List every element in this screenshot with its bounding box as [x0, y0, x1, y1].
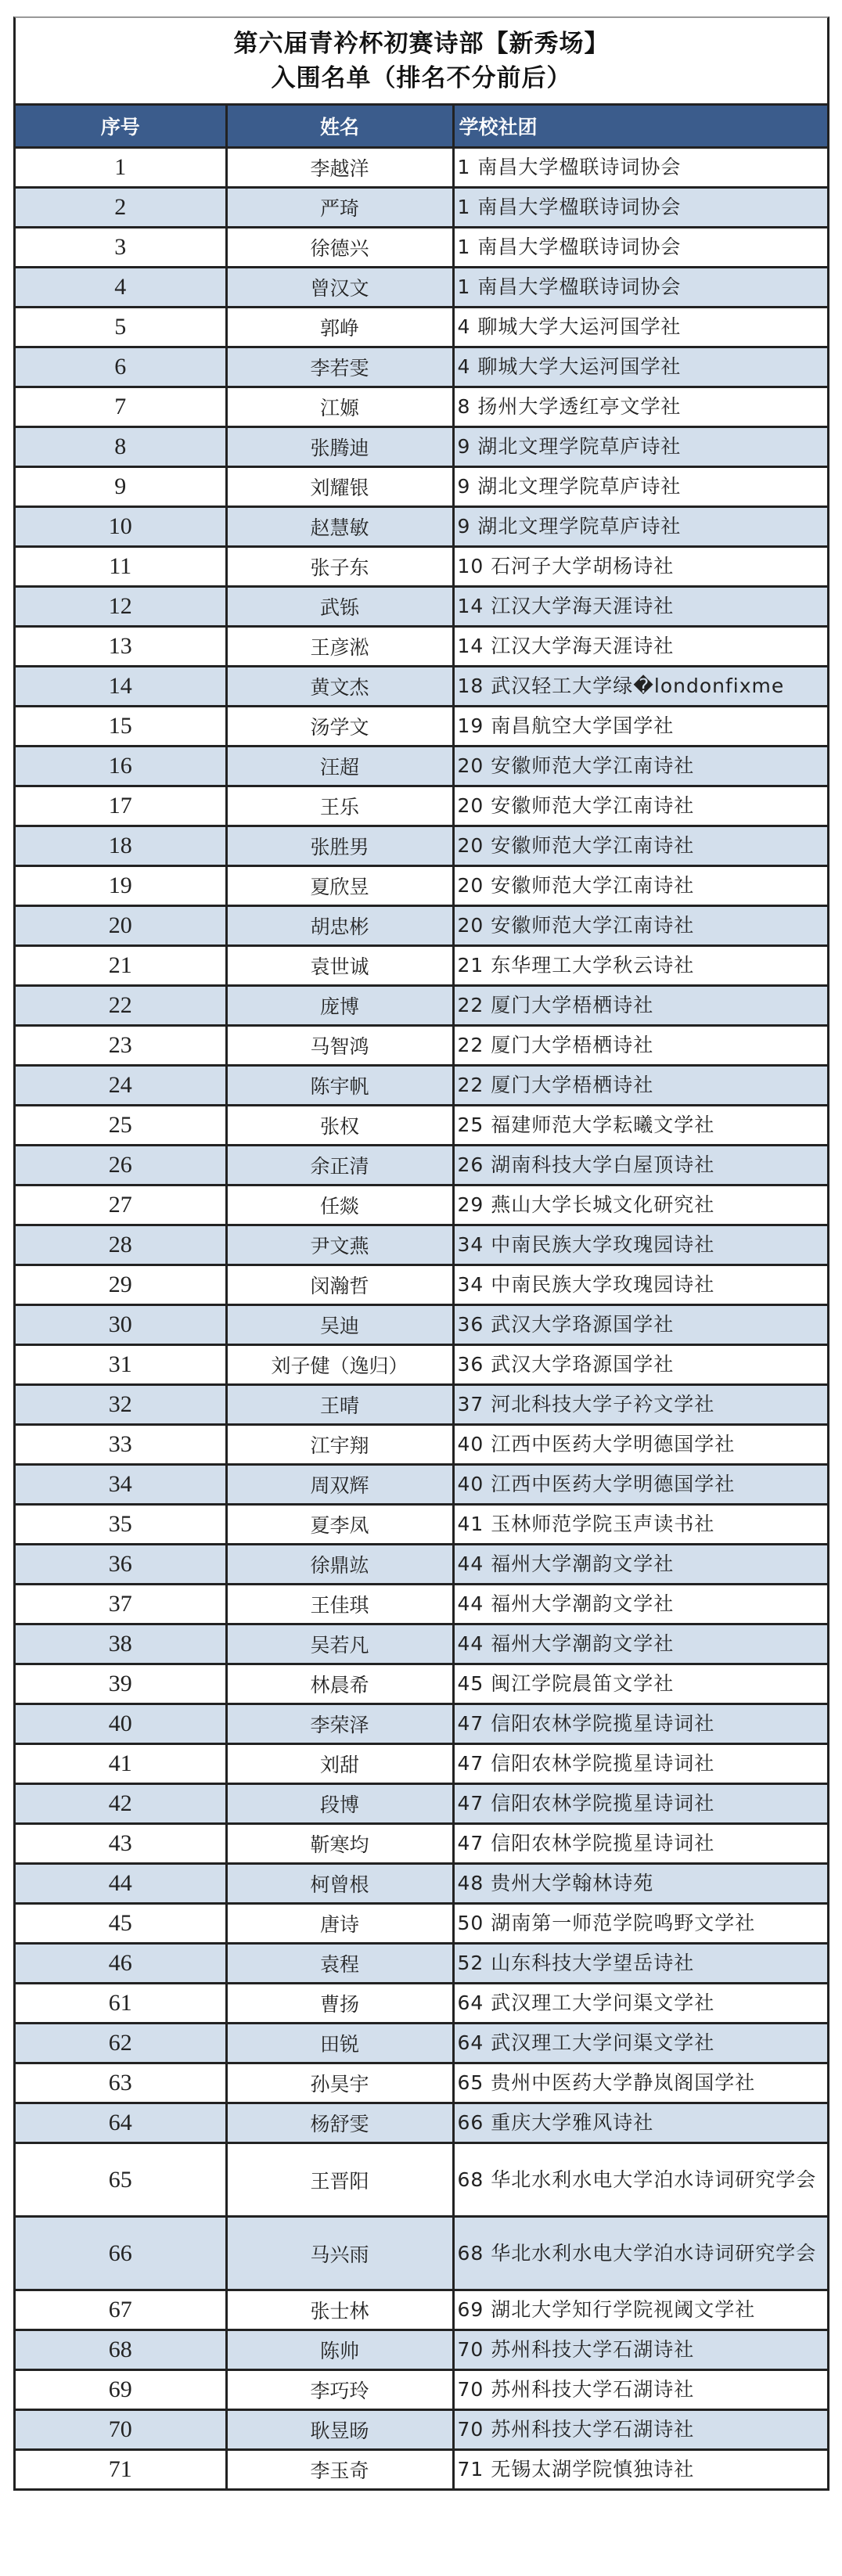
row-name: 夏李凤 — [226, 1505, 453, 1545]
row-number: 46 — [16, 1944, 226, 1984]
row-number: 36 — [16, 1545, 226, 1585]
row-number: 4 — [16, 268, 226, 308]
table-row — [16, 1225, 827, 1265]
row-name: 周双辉 — [226, 1465, 453, 1505]
row-number: 11 — [16, 547, 226, 587]
row-name: 杨舒雯 — [226, 2103, 453, 2143]
row-number: 25 — [16, 1106, 226, 1146]
row-number: 31 — [16, 1345, 226, 1385]
row-number: 19 — [16, 866, 226, 906]
row-school: 1 南昌大学楹联诗词协会 — [453, 228, 827, 268]
row-number: 10 — [16, 507, 226, 547]
row-name: 李荣泽 — [226, 1704, 453, 1744]
row-school: 8 扬州大学透红亭文学社 — [453, 387, 827, 427]
row-name: 刘子健（逸归） — [226, 1345, 453, 1385]
title-line-2: 入围名单（排名不分前后） — [271, 63, 572, 92]
row-school: 1 南昌大学楹联诗词协会 — [453, 188, 827, 228]
table-row — [16, 427, 827, 467]
row-school: 22 厦门大学梧栖诗社 — [453, 1026, 827, 1066]
table-row — [16, 547, 827, 587]
row-school: 68 华北水利水电大学泊水诗词研究学会 — [453, 2143, 827, 2217]
table-row — [16, 826, 827, 866]
row-school: 22 厦门大学梧栖诗社 — [453, 1066, 827, 1106]
table-body — [16, 148, 827, 2489]
row-school: 4 聊城大学大运河国学社 — [453, 308, 827, 347]
row-school: 71 无锡太湖学院慎独诗社 — [453, 2450, 827, 2489]
table-row — [16, 2024, 827, 2063]
row-number: 70 — [16, 2410, 226, 2450]
row-school: 44 福州大学潮韵文学社 — [453, 1545, 827, 1585]
row-school: 19 南昌航空大学国学社 — [453, 707, 827, 747]
table-row — [16, 1146, 827, 1185]
row-number: 45 — [16, 1904, 226, 1944]
row-name: 马兴雨 — [226, 2217, 453, 2290]
row-name: 林晨希 — [226, 1664, 453, 1704]
table-row — [16, 1465, 827, 1505]
row-number: 61 — [16, 1984, 226, 2024]
row-number: 7 — [16, 387, 226, 427]
row-name: 吴迪 — [226, 1305, 453, 1345]
row-name: 袁程 — [226, 1944, 453, 1984]
row-school: 52 山东科技大学望岳诗社 — [453, 1944, 827, 1984]
row-name: 徐德兴 — [226, 228, 453, 268]
row-school: 40 江西中医药大学明德国学社 — [453, 1425, 827, 1465]
row-number: 66 — [16, 2217, 226, 2290]
row-school: 20 安徽师范大学江南诗社 — [453, 786, 827, 826]
table-row — [16, 148, 827, 188]
row-school: 4 聊城大学大运河国学社 — [453, 347, 827, 387]
row-number: 24 — [16, 1066, 226, 1106]
row-name: 耿昱旸 — [226, 2410, 453, 2450]
finalist-list-table-sheet — [13, 16, 829, 2491]
table-row — [16, 906, 827, 946]
table-row — [16, 1305, 827, 1345]
row-name: 胡忠彬 — [226, 906, 453, 946]
row-number: 9 — [16, 467, 226, 507]
table-row — [16, 507, 827, 547]
row-school: 20 安徽师范大学江南诗社 — [453, 866, 827, 906]
table-row — [16, 1864, 827, 1904]
row-name: 李巧玲 — [226, 2370, 453, 2410]
table-header-row — [16, 106, 827, 148]
row-name: 夏欣昱 — [226, 866, 453, 906]
row-number: 17 — [16, 786, 226, 826]
row-name: 张胜男 — [226, 826, 453, 866]
table-row — [16, 467, 827, 507]
row-number: 34 — [16, 1465, 226, 1505]
row-school: 47 信阳农林学院揽星诗词社 — [453, 1824, 827, 1864]
row-school: 44 福州大学潮韵文学社 — [453, 1624, 827, 1664]
row-school: 47 信阳农林学院揽星诗词社 — [453, 1784, 827, 1824]
row-school: 29 燕山大学长城文化研究社 — [453, 1185, 827, 1225]
row-name: 柯曾根 — [226, 1864, 453, 1904]
row-school: 65 贵州中医药大学静岚阁国学社 — [453, 2063, 827, 2103]
row-name: 刘耀银 — [226, 467, 453, 507]
row-school: 41 玉林师范学院玉声读书社 — [453, 1505, 827, 1545]
table-row — [16, 1345, 827, 1385]
row-school: 22 厦门大学梧栖诗社 — [453, 986, 827, 1026]
row-name: 田锐 — [226, 2024, 453, 2063]
table-row — [16, 667, 827, 707]
row-school: 1 南昌大学楹联诗词协会 — [453, 148, 827, 188]
row-number: 63 — [16, 2063, 226, 2103]
table-row — [16, 587, 827, 627]
row-number: 37 — [16, 1585, 226, 1624]
row-number: 2 — [16, 188, 226, 228]
row-school: 70 苏州科技大学石湖诗社 — [453, 2330, 827, 2370]
table-row — [16, 1784, 827, 1824]
row-number: 67 — [16, 2290, 226, 2330]
row-number: 22 — [16, 986, 226, 1026]
row-name: 张士林 — [226, 2290, 453, 2330]
row-number: 14 — [16, 667, 226, 707]
row-name: 汪超 — [226, 747, 453, 786]
table-row — [16, 1704, 827, 1744]
row-number: 32 — [16, 1385, 226, 1425]
row-school: 14 江汉大学海天涯诗社 — [453, 627, 827, 667]
row-number: 3 — [16, 228, 226, 268]
table-row — [16, 1106, 827, 1146]
row-number: 64 — [16, 2103, 226, 2143]
row-name: 汤学文 — [226, 707, 453, 747]
row-name: 严琦 — [226, 188, 453, 228]
row-number: 33 — [16, 1425, 226, 1465]
row-school: 9 湖北文理学院草庐诗社 — [453, 427, 827, 467]
table-row — [16, 228, 827, 268]
table-row — [16, 946, 827, 986]
table-row — [16, 986, 827, 1026]
row-school: 9 湖北文理学院草庐诗社 — [453, 467, 827, 507]
row-number: 26 — [16, 1146, 226, 1185]
row-name: 王乐 — [226, 786, 453, 826]
table-row — [16, 1265, 827, 1305]
row-number: 23 — [16, 1026, 226, 1066]
table-row — [16, 627, 827, 667]
row-number: 1 — [16, 148, 226, 188]
row-name: 唐诗 — [226, 1904, 453, 1944]
table-row — [16, 747, 827, 786]
row-school: 34 中南民族大学玫瑰园诗社 — [453, 1225, 827, 1265]
row-school: 21 东华理工大学秋云诗社 — [453, 946, 827, 986]
row-school: 9 湖北文理学院草庐诗社 — [453, 507, 827, 547]
row-number: 43 — [16, 1824, 226, 1864]
row-name: 刘甜 — [226, 1744, 453, 1784]
table-row — [16, 1185, 827, 1225]
row-name: 吴若凡 — [226, 1624, 453, 1664]
row-school: 14 江汉大学海天涯诗社 — [453, 587, 827, 627]
table-row — [16, 1744, 827, 1784]
row-name: 张子东 — [226, 547, 453, 587]
row-name: 尹文燕 — [226, 1225, 453, 1265]
table-row — [16, 268, 827, 308]
row-number: 30 — [16, 1305, 226, 1345]
row-name: 靳寒均 — [226, 1824, 453, 1864]
row-name: 武铄 — [226, 587, 453, 627]
row-number: 40 — [16, 1704, 226, 1744]
row-name: 王佳琪 — [226, 1585, 453, 1624]
row-number: 65 — [16, 2143, 226, 2217]
column-header-number: 序号 — [16, 106, 226, 148]
row-school: 26 湖南科技大学白屋顶诗社 — [453, 1146, 827, 1185]
title-line-1: 第六届青衿杯初赛诗部【新秀场】 — [233, 29, 610, 58]
row-school: 10 石河子大学胡杨诗社 — [453, 547, 827, 587]
row-number: 41 — [16, 1744, 226, 1784]
row-school: 37 河北科技大学子衿文学社 — [453, 1385, 827, 1425]
row-name: 任燚 — [226, 1185, 453, 1225]
row-school: 45 闽江学院晨笛文学社 — [453, 1664, 827, 1704]
row-name: 段博 — [226, 1784, 453, 1824]
row-number: 28 — [16, 1225, 226, 1265]
table-row — [16, 2217, 827, 2290]
row-school: 47 信阳农林学院揽星诗词社 — [453, 1744, 827, 1784]
row-number: 20 — [16, 906, 226, 946]
row-school: 20 安徽师范大学江南诗社 — [453, 826, 827, 866]
row-number: 44 — [16, 1864, 226, 1904]
table-row — [16, 1545, 827, 1585]
table-row — [16, 1824, 827, 1864]
row-name: 孙昊宇 — [226, 2063, 453, 2103]
row-school: 48 贵州大学翰林诗苑 — [453, 1864, 827, 1904]
table-row — [16, 786, 827, 826]
table-row — [16, 1984, 827, 2024]
table-row — [16, 1624, 827, 1664]
row-school: 36 武汉大学珞源国学社 — [453, 1345, 827, 1385]
row-name: 王彦淞 — [226, 627, 453, 667]
row-name: 曾汉文 — [226, 268, 453, 308]
table-row — [16, 188, 827, 228]
table-row — [16, 387, 827, 427]
row-name: 曹扬 — [226, 1984, 453, 2024]
row-number: 5 — [16, 308, 226, 347]
row-name: 郭峥 — [226, 308, 453, 347]
row-number: 12 — [16, 587, 226, 627]
table-row — [16, 1066, 827, 1106]
row-number: 71 — [16, 2450, 226, 2489]
row-name: 庞博 — [226, 986, 453, 1026]
column-header-school: 学校社团 — [453, 106, 827, 148]
row-name: 余正清 — [226, 1146, 453, 1185]
row-school: 25 福建师范大学耘曦文学社 — [453, 1106, 827, 1146]
row-school: 66 重庆大学雅风诗社 — [453, 2103, 827, 2143]
table-row — [16, 2143, 827, 2217]
table-row — [16, 1026, 827, 1066]
row-number: 18 — [16, 826, 226, 866]
row-name: 王晋阳 — [226, 2143, 453, 2217]
row-number: 35 — [16, 1505, 226, 1545]
row-name: 徐鼎竑 — [226, 1545, 453, 1585]
row-school: 1 南昌大学楹联诗词协会 — [453, 268, 827, 308]
table-row — [16, 347, 827, 387]
table-row — [16, 2370, 827, 2410]
table-row — [16, 1585, 827, 1624]
row-school: 40 江西中医药大学明德国学社 — [453, 1465, 827, 1505]
table-row — [16, 308, 827, 347]
table-row — [16, 1505, 827, 1545]
row-school: 34 中南民族大学玫瑰园诗社 — [453, 1265, 827, 1305]
row-name: 袁世诚 — [226, 946, 453, 986]
column-header-name: 姓名 — [226, 106, 453, 148]
row-number: 68 — [16, 2330, 226, 2370]
row-number: 38 — [16, 1624, 226, 1664]
row-name: 赵慧敏 — [226, 507, 453, 547]
row-name: 陈帅 — [226, 2330, 453, 2370]
table-row — [16, 2290, 827, 2330]
row-school: 47 信阳农林学院揽星诗词社 — [453, 1704, 827, 1744]
row-number: 8 — [16, 427, 226, 467]
row-school: 18 武汉轻工大学绿�londonfixme — [453, 667, 827, 707]
row-name: 李越洋 — [226, 148, 453, 188]
table-row — [16, 866, 827, 906]
table-row — [16, 2330, 827, 2370]
row-name: 张腾迪 — [226, 427, 453, 467]
row-name: 闵瀚哲 — [226, 1265, 453, 1305]
finalist-table — [16, 106, 827, 2488]
row-school: 68 华北水利水电大学泊水诗词研究学会 — [453, 2217, 827, 2290]
row-number: 21 — [16, 946, 226, 986]
row-number: 29 — [16, 1265, 226, 1305]
row-name: 王晴 — [226, 1385, 453, 1425]
row-number: 62 — [16, 2024, 226, 2063]
row-name: 陈宇帆 — [226, 1066, 453, 1106]
row-school: 20 安徽师范大学江南诗社 — [453, 747, 827, 786]
row-name: 李玉奇 — [226, 2450, 453, 2489]
row-school: 50 湖南第一师范学院鸣野文学社 — [453, 1904, 827, 1944]
row-number: 39 — [16, 1664, 226, 1704]
table-row — [16, 1385, 827, 1425]
row-number: 15 — [16, 707, 226, 747]
row-school: 36 武汉大学珞源国学社 — [453, 1305, 827, 1345]
table-row — [16, 707, 827, 747]
row-name: 张权 — [226, 1106, 453, 1146]
table-row — [16, 1904, 827, 1944]
row-name: 黄文杰 — [226, 667, 453, 707]
row-school: 70 苏州科技大学石湖诗社 — [453, 2410, 827, 2450]
row-name: 江宇翔 — [226, 1425, 453, 1465]
row-number: 27 — [16, 1185, 226, 1225]
row-school: 44 福州大学潮韵文学社 — [453, 1585, 827, 1624]
row-school: 64 武汉理工大学问渠文学社 — [453, 2024, 827, 2063]
table-row — [16, 1944, 827, 1984]
row-number: 69 — [16, 2370, 226, 2410]
row-name: 江嫄 — [226, 387, 453, 427]
table-row — [16, 2450, 827, 2489]
table-row — [16, 1425, 827, 1465]
row-number: 42 — [16, 1784, 226, 1824]
table-row — [16, 2103, 827, 2143]
row-number: 13 — [16, 627, 226, 667]
row-school: 69 湖北大学知行学院视阈文学社 — [453, 2290, 827, 2330]
table-row — [16, 2063, 827, 2103]
row-name: 马智鸿 — [226, 1026, 453, 1066]
table-row — [16, 1664, 827, 1704]
row-school: 70 苏州科技大学石湖诗社 — [453, 2370, 827, 2410]
title-block — [16, 18, 827, 106]
row-school: 20 安徽师范大学江南诗社 — [453, 906, 827, 946]
row-number: 16 — [16, 747, 226, 786]
row-number: 6 — [16, 347, 226, 387]
table-row — [16, 2410, 827, 2450]
row-school: 64 武汉理工大学问渠文学社 — [453, 1984, 827, 2024]
row-name: 李若雯 — [226, 347, 453, 387]
